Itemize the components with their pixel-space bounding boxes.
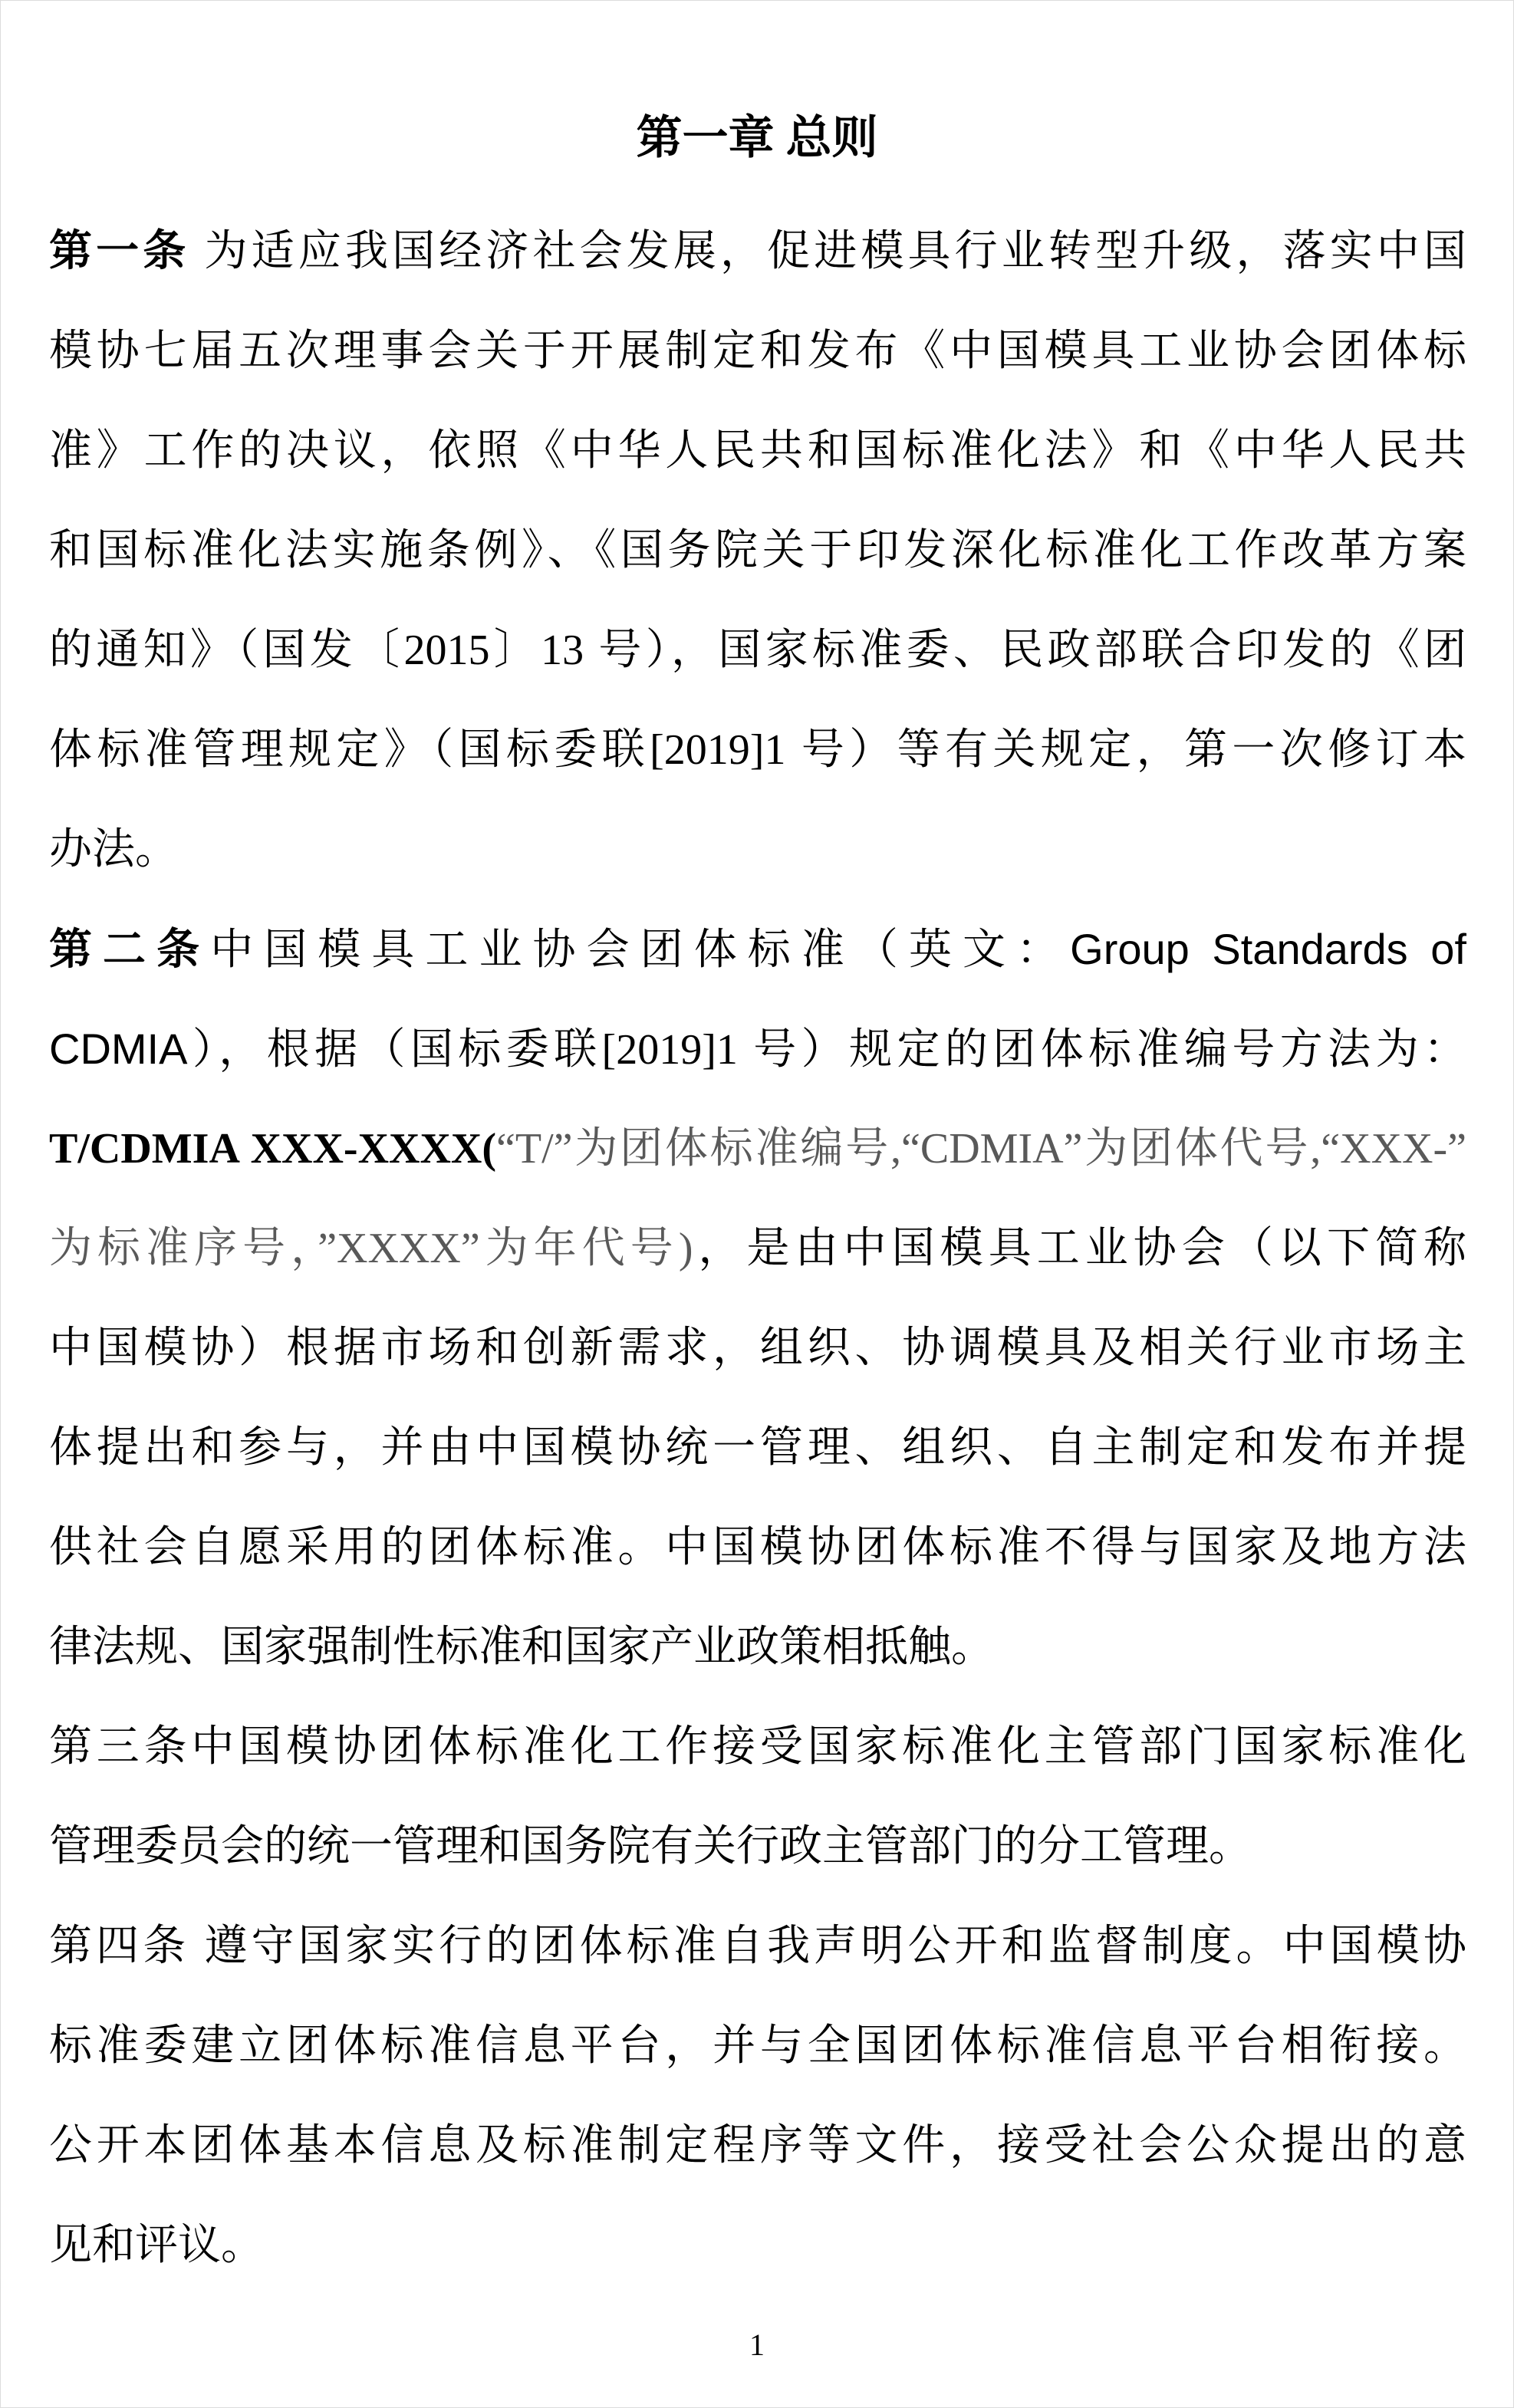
chapter-title: 第一章 总则 <box>636 113 878 163</box>
text-line <box>49 1398 1466 1498</box>
text-line <box>49 2196 1466 2295</box>
text-line <box>49 1697 1466 1797</box>
text-segment: Group Standards of <box>1070 925 1466 973</box>
text-segment: 中国模具工业协会团体标准（英文： <box>210 926 1071 974</box>
text-segment: 第四条 遵守国家实行的团体标准自我声明公开和监督制度。中国模协 <box>49 1923 1466 1970</box>
text-line <box>49 2096 1466 2196</box>
page-number: 1 <box>749 2327 765 2362</box>
text-line <box>49 1797 1466 1896</box>
text-segment: CDMIA <box>49 1025 188 1073</box>
text-segment: 管理委员会的统一管理和国务院有关行政主管部门的分工管理。 <box>49 1823 1252 1870</box>
text-segment: 标准委建立团体标准信息平台，并与全国团体标准信息平台相衔接。 <box>49 2022 1466 2070</box>
text-line <box>49 1996 1466 2096</box>
text-line <box>49 1199 1466 1298</box>
text-segment: ），根据（国标委联[2019]1 号）规定的团体标准编号方法为： <box>187 1026 1466 1074</box>
text-segment: 和国标准化法实施条例》、《国务院关于印发深化标准化工作改革方案 <box>49 527 1466 574</box>
text-segment: 办法。 <box>49 826 178 873</box>
text-segment: 公开本团体基本信息及标准制定程序等文件，接受社会公众提出的意 <box>49 2122 1466 2170</box>
text-segment: 体提出和参与，并由中国模协统一管理、组织、自主制定和发布并提 <box>49 1424 1466 1472</box>
text-segment: 中国模协）根据市场和创新需求，组织、协调模具及相关行业市场主 <box>49 1324 1466 1372</box>
text-segment: 模协七届五次理事会关于开展制定和发布《中国模具工业协会团体标 <box>49 327 1466 375</box>
text-line <box>49 301 1466 401</box>
text-segment: 第二条 <box>49 926 211 974</box>
text-line <box>49 700 1466 800</box>
text-line <box>49 999 1466 1099</box>
document-body <box>49 202 1466 2295</box>
text-line <box>49 1099 1466 1199</box>
text-line <box>49 1498 1466 1597</box>
text-line <box>49 800 1466 900</box>
text-segment: 的通知》（国发〔2015〕13 号），国家标准委、民政部联合印发的《团 <box>49 627 1466 674</box>
text-segment: ，是由中国模具工业协会（以下简称 <box>693 1225 1466 1272</box>
text-segment: “T/”为团体标准编号,“CDMIA”为团体代号,“XXX-” <box>496 1125 1466 1173</box>
text-line <box>49 401 1466 501</box>
text-segment: 为适应我国经济社会发展，促进模具行业转型升级，落实中国 <box>189 228 1466 275</box>
text-segment: 第三条中国模协团体标准化工作接受国家标准化主管部门国家标准化 <box>49 1723 1466 1771</box>
text-line <box>49 501 1466 600</box>
text-line <box>49 1896 1466 1996</box>
text-segment: 准》工作的决议，依照《中华人民共和国标准化法》和《中华人民共 <box>49 427 1466 475</box>
text-segment: 见和评议。 <box>49 2222 264 2269</box>
text-line <box>49 1597 1466 1697</box>
text-line <box>49 1298 1466 1398</box>
text-segment: 第一条 <box>49 228 190 275</box>
text-line <box>49 900 1466 999</box>
text-segment: 供社会自愿采用的团体标准。中国模协团体标准不得与国家及地方法 <box>49 1524 1466 1571</box>
text-segment: 为标准序号，”XXXX”为年代号) <box>49 1225 693 1272</box>
text-segment: 律法规、国家强制性标准和国家产业政策相抵触。 <box>49 1623 994 1671</box>
text-line <box>49 600 1466 700</box>
text-line <box>49 202 1466 301</box>
text-segment: T/CDMIA XXX-XXXX( <box>49 1125 496 1173</box>
text-segment: 体标准管理规定》（国标委联[2019]1 号）等有关规定，第一次修订本 <box>49 726 1466 774</box>
